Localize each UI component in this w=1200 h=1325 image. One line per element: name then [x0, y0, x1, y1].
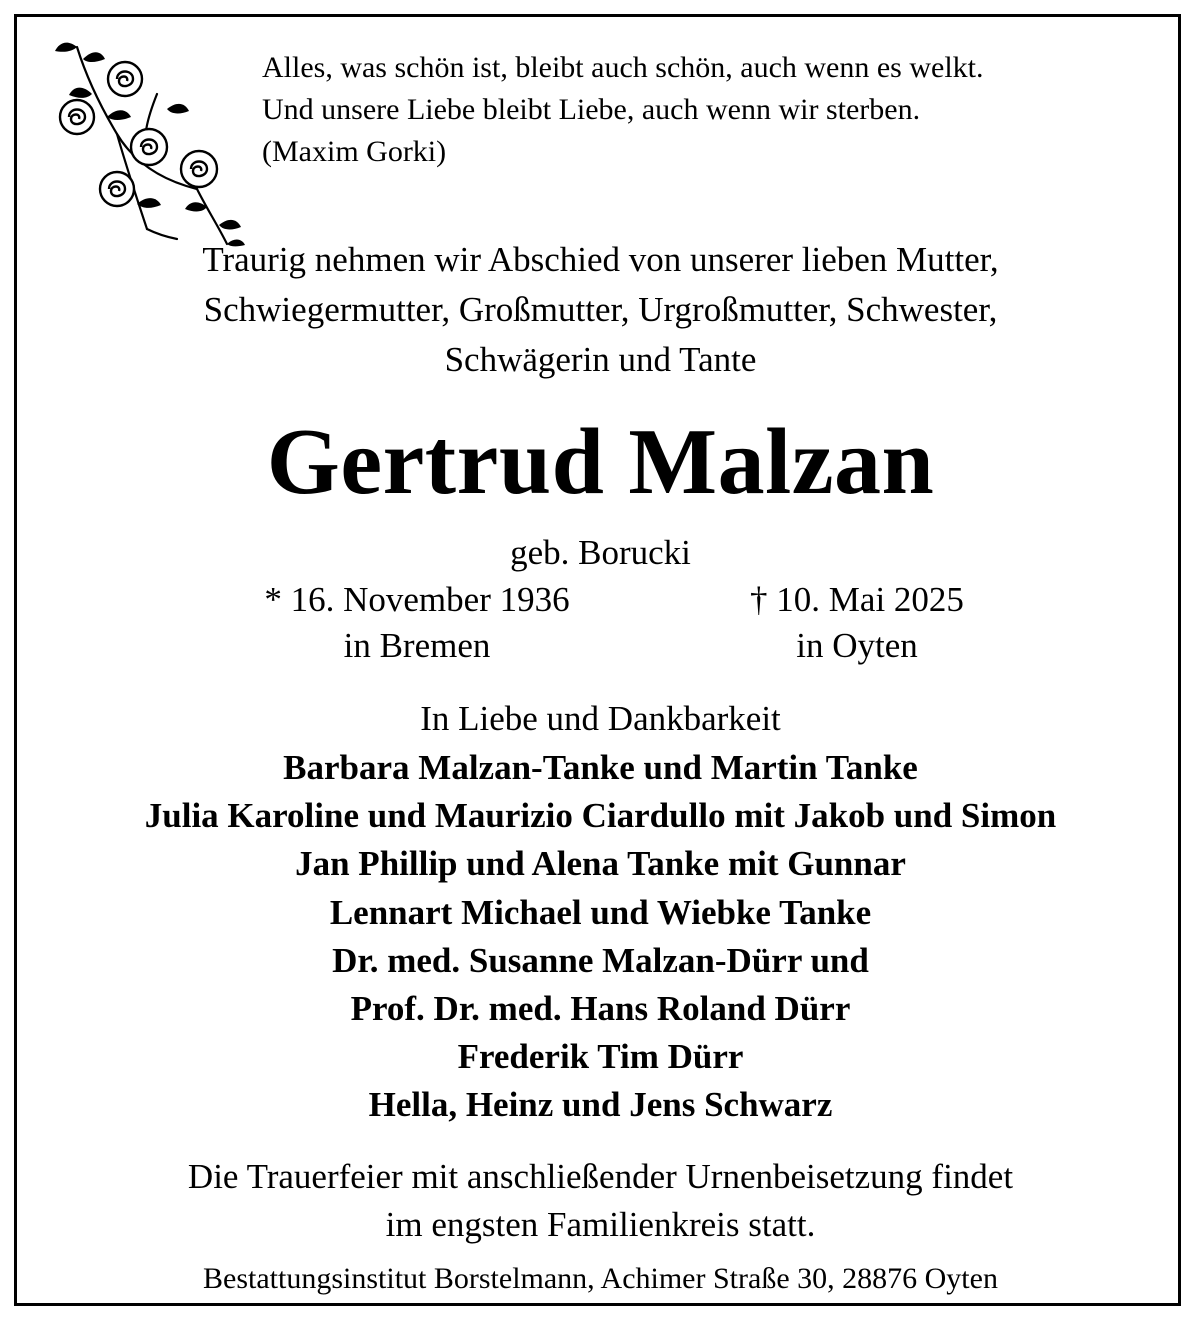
birth-info [197, 577, 637, 669]
intro-line-2: Schwiegermutter, Großmutter, Urgroßmutter, Schwester, [203, 290, 998, 329]
mourner-name: Lennart Michael und Wiebke Tanke [329, 892, 872, 932]
birth-place: in Bremen [343, 626, 491, 665]
ceremony-notice [17, 1153, 1184, 1249]
quote-line-1: Alles, was schön ist, bleibt auch schön, auch wenn es welkt. [262, 51, 984, 84]
deceased-name: Gertrud Malzan [266, 410, 935, 514]
maiden-name: geb. Borucki [510, 533, 691, 572]
death-info [637, 577, 1077, 669]
quote-author: (Maxim Gorki) [262, 135, 447, 168]
mourner-name: Julia Karoline und Maurizio Ciardullo mit Jakob und Simon [144, 796, 1057, 836]
ceremony-line-1: Die Trauerfeier mit anschließender Urnenbeisetzung findet [187, 1157, 1014, 1196]
mourners-heading: In Liebe und Dankbarkeit [420, 699, 781, 738]
ceremony-line-2: im engsten Familienkreis statt. [385, 1205, 816, 1244]
intro-line-1: Traurig nehmen wir Abschied von unserer lieben Mutter, [202, 240, 999, 279]
birth-date: * 16. November 1936 [264, 580, 570, 619]
mourner-name: Frederik Tim Dürr [457, 1037, 744, 1077]
intro-text [17, 235, 1184, 385]
quote-block [262, 47, 1172, 173]
death-place: in Oyten [796, 626, 918, 665]
obituary-frame [14, 14, 1181, 1306]
intro-line-3: Schwägerin und Tante [444, 340, 757, 379]
mourner-name: Dr. med. Susanne Malzan-Dürr und [332, 940, 869, 980]
quote-line-2: Und unsere Liebe bleibt Liebe, auch wenn wir sterben. [262, 93, 921, 126]
mourner-name: Hella, Heinz und Jens Schwarz [368, 1085, 833, 1125]
mourner-name: Barbara Malzan-Tanke und Martin Tanke [283, 748, 918, 787]
undertaker-info: Bestattungsinstitut Borstelmann, Achimer Straße 30, 28876 Oyten [203, 1262, 998, 1295]
roses-icon [47, 39, 247, 249]
death-date: † 10. Mai 2025 [750, 580, 964, 619]
mourner-name: Jan Phillip und Alena Tanke mit Gunnar [295, 844, 906, 884]
mourners-list [17, 744, 1184, 1130]
mourner-name: Prof. Dr. med. Hans Roland Dürr [350, 989, 851, 1029]
